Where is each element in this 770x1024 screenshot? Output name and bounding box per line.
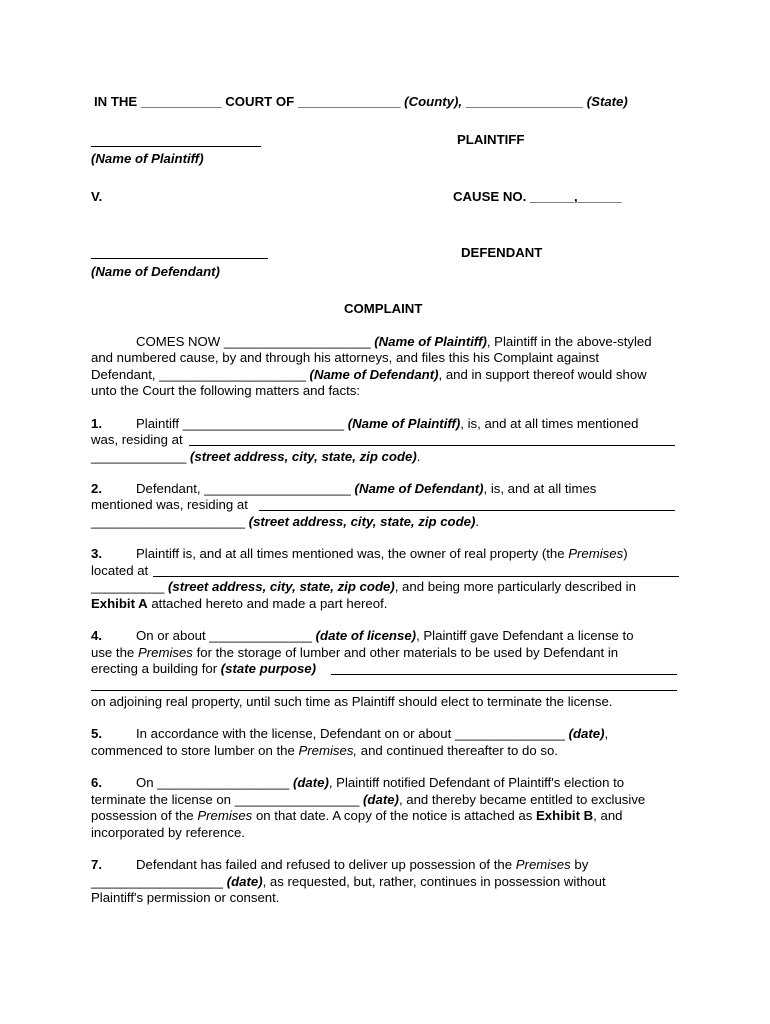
p5-line-2: commenced to store lumber on the Premises, and continued thereafter to do so.	[91, 743, 558, 758]
p3-address-line	[153, 576, 679, 577]
cause-number: CAUSE NO. ______,______	[453, 189, 622, 204]
court-of-label: COURT OF	[225, 94, 295, 109]
p6-line-2: terminate the license on _________________ (date), and thereby became entitled to exclusive	[91, 792, 646, 807]
p2-line-1: 2. Defendant, ____________________ (Name of Defendant), is, and at all times	[91, 481, 597, 496]
plaintiff-name-placeholder: (Name of Plaintiff)	[91, 151, 204, 166]
defendant-name-placeholder: (Name of Defendant)	[91, 264, 220, 279]
intro-line-1: COMES NOW ____________________ (Name of Plaintiff), Plaintiff in the above-styled	[136, 334, 652, 349]
p1-address-line	[189, 445, 675, 446]
p3-line-2: located at	[91, 563, 149, 578]
p7-line-3: Plaintiff's permission or consent.	[91, 890, 280, 905]
p7-line-1: 7. Defendant has failed and refused to deliver up possession of the Premises by	[91, 857, 589, 872]
p4-purpose-line-2	[91, 690, 677, 691]
p3-line-4: Exhibit A attached hereto and made a part hereof.	[91, 596, 388, 611]
p4-line-2: use the Premises for the storage of lumber and other materials to be used by Defendant in	[91, 645, 619, 660]
intro-line-4: unto the Court the following matters and facts:	[91, 383, 361, 398]
defendant-name-line	[91, 258, 268, 259]
versus-label: V.	[91, 189, 103, 204]
p2-line-2: mentioned was, residing at	[91, 497, 248, 512]
p5-line-1: 5. In accordance with the license, Defendant on or about _______________ (date),	[91, 726, 609, 741]
p7-line-2: __________________ (date), as requested, but, rather, continues in possession without	[91, 874, 606, 889]
state-placeholder: (State)	[586, 94, 628, 109]
document-title: COMPLAINT	[344, 301, 423, 316]
p4-line-1: 4. On or about ______________ (date of license), Plaintiff gave Defendant a license to	[91, 628, 634, 643]
plaintiff-name-line	[91, 146, 261, 147]
p1-line-3: _____________ (street address, city, state, zip code).	[91, 449, 421, 464]
p6-line-1: 6. On __________________ (date), Plaintiff notified Defendant of Plaintiff's election to	[91, 775, 625, 790]
p6-line-3: possession of the Premises on that date. A copy of the notice is attached as Exhibit B, and	[91, 808, 623, 823]
p3-line-3: __________ (street address, city, state, zip code), and being more particularly described in	[91, 579, 636, 594]
intro-line-3: Defendant, ____________________ (Name of Defendant), and in support thereof would show	[91, 367, 647, 382]
p4-line-4: on adjoining real property, until such time as Plaintiff should elect to terminate the license.	[91, 694, 613, 709]
plaintiff-label: PLAINTIFF	[457, 132, 525, 147]
intro-line-2: and numbered cause, by and through his attorneys, and files this his Complaint against	[91, 350, 600, 365]
defendant-label: DEFENDANT	[461, 245, 543, 260]
p1-line-2: was, residing at	[91, 432, 183, 447]
state-blank: ________________	[465, 94, 584, 109]
court-caption-line	[94, 94, 628, 110]
p2-line-3: _____________________ (street address, city, state, zip code).	[91, 514, 480, 529]
p2-address-line	[259, 510, 675, 511]
p6-line-4: incorporated by reference.	[91, 825, 245, 840]
court-blank: ___________	[140, 94, 222, 109]
county-placeholder: (County),	[404, 94, 463, 109]
in-the-label: IN THE	[94, 94, 138, 109]
p4-purpose-line	[331, 674, 677, 675]
p1-line-1: 1. Plaintiff ______________________ (Name of Plaintiff), is, and at all times mentioned	[91, 416, 639, 431]
p4-line-3: erecting a building for (state purpose)	[91, 661, 317, 676]
p3-line-1: 3. Plaintiff is, and at all times mentioned was, the owner of real property (the Premises)	[91, 546, 628, 561]
county-blank: ______________	[297, 94, 401, 109]
complaint-document	[91, 0, 681, 1024]
